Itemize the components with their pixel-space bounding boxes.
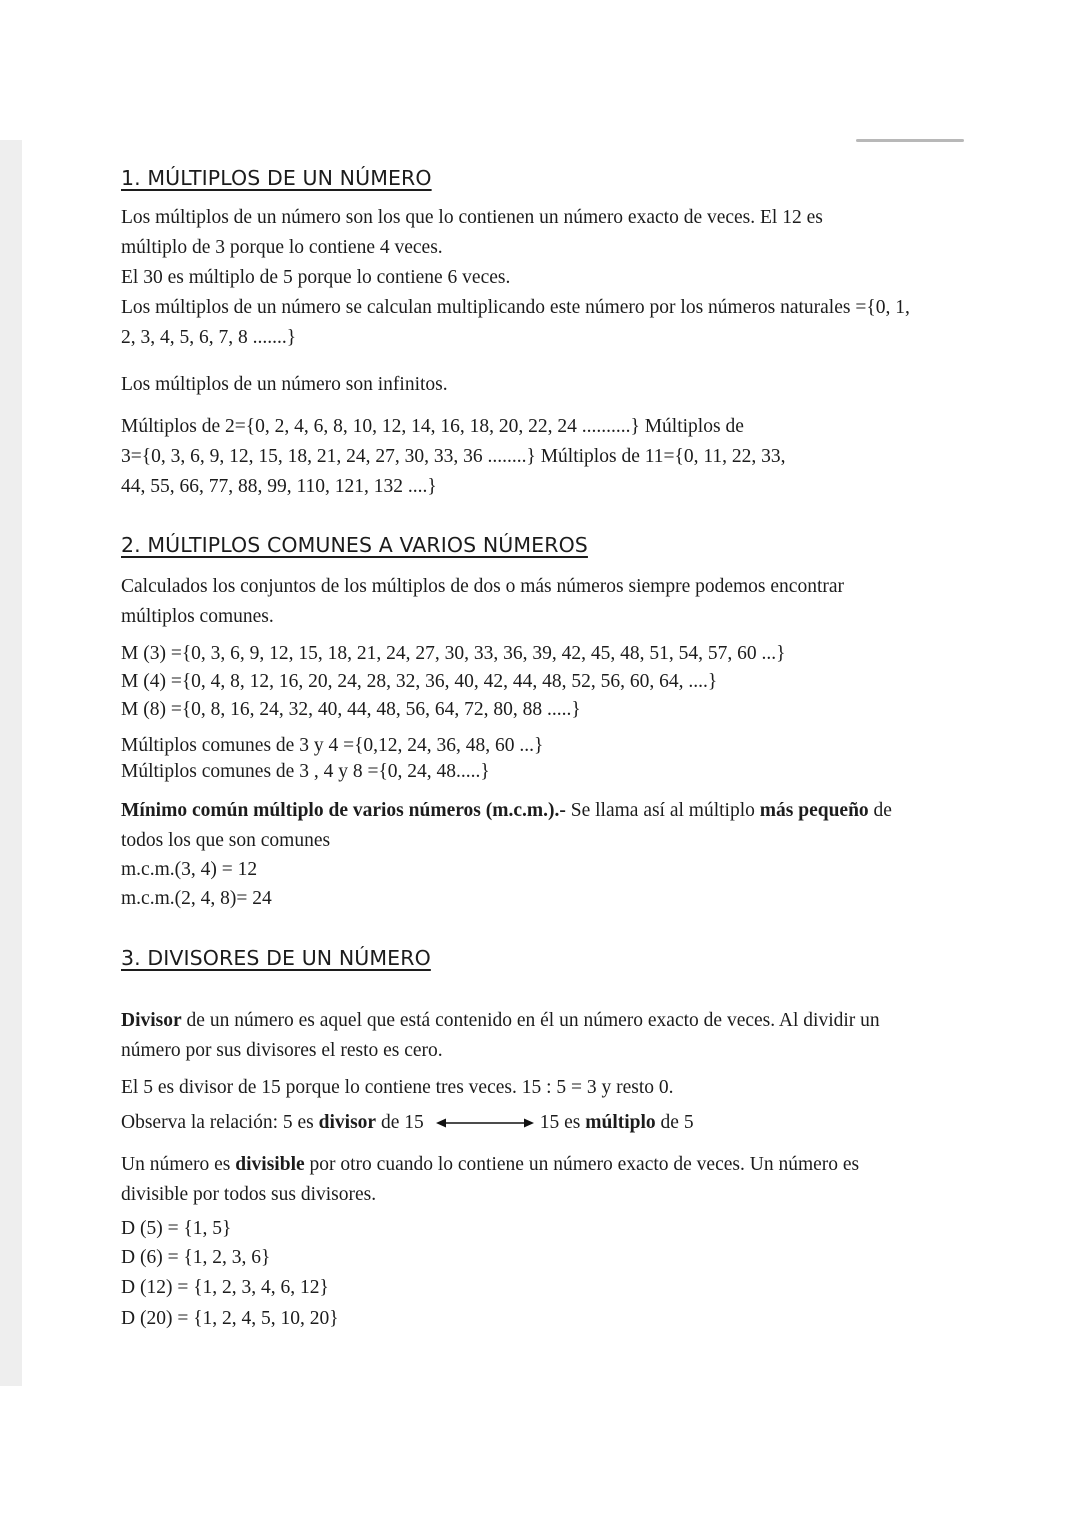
section3-title: 3. DIVISORES DE UN NÚMERO [121,946,431,970]
section2-title: 2. MÚLTIPLOS COMUNES A VARIOS NÚMEROS [121,533,588,557]
section1-para1-line2: múltiplo de 3 porque lo contiene 4 veces. [121,237,443,258]
section1-examples-line1: Múltiplos de 2={0, 2, 4, 6, 8, 10, 12, 14, 16, 18, 20, 22, 24 ..........} Múltiplos de [121,416,744,437]
relation-left-end: de 15 [376,1112,424,1133]
mcm-text2: de [868,800,892,821]
divisors-of-20: D (20) = {1, 2, 4, 5, 10, 20} [121,1308,339,1329]
section1-para3-line2: 2, 3, 4, 5, 6, 7, 8 .......} [121,327,297,348]
relation-right [540,1108,694,1138]
section2-intro-line2: múltiplos comunes. [121,606,274,627]
page-top-shadow [856,139,964,142]
relation-right-end: de 5 [655,1112,694,1133]
divisible-term: divisible [235,1154,305,1175]
section1-examples-line2: 3={0, 3, 6, 9, 12, 15, 18, 21, 24, 27, 30, 33, 36 ........} Múltiplos de 11={0, 11, 22, 33, [121,446,786,467]
relation-row [121,1108,694,1138]
section1-para1-line1: Los múltiplos de un número son los que lo contienen un número exacto de veces. El 12 es [121,207,823,228]
mcm-definition-line2: todos los que son comunes [121,830,331,851]
divisible-text2: por otro cuando lo contiene un número exacto de veces. Un número es [304,1154,860,1175]
common-multiples-3-4-8: Múltiplos comunes de 3 , 4 y 8 ={0, 24, 48.....} [121,761,490,782]
mcm-text1: Se llama así al múltiplo [565,800,760,821]
mcm-definition-line1 [121,796,892,826]
divisor-definition-text: de un número es aquel que está contenido en él un número exacto de veces. Al dividir un [181,1010,880,1031]
multiples-of-8: M (8) ={0, 8, 16, 24, 32, 40, 44, 48, 56, 64, 72, 80, 88 .....} [121,699,581,720]
mcm-example-1: m.c.m.(3, 4) = 12 [121,859,258,880]
divisors-of-12: D (12) = {1, 2, 3, 4, 6, 12} [121,1277,329,1298]
multiples-of-4: M (4) ={0, 4, 8, 12, 16, 20, 24, 28, 32, 36, 40, 42, 44, 48, 52, 56, 60, 64, ....} [121,671,718,692]
mcm-bold-smallest: más pequeño [759,800,869,821]
divisors-of-5: D (5) = {1, 5} [121,1218,232,1239]
relation-left [121,1108,424,1138]
divisible-line2: divisible por todos sus divisores. [121,1184,377,1205]
divisors-of-6: D (6) = {1, 2, 3, 6} [121,1247,271,1268]
section1-para4: Los múltiplos de un número son infinitos. [121,374,448,395]
multiples-of-3: M (3) ={0, 3, 6, 9, 12, 15, 18, 21, 24, 27, 30, 33, 36, 39, 42, 45, 48, 51, 54, 57, 60 ...} [121,643,786,664]
relation-left-bold: divisor [318,1112,377,1133]
common-multiples-3-4: Múltiplos comunes de 3 y 4 ={0,12, 24, 36, 48, 60 ...} [121,735,544,756]
divisible-line1 [121,1150,859,1180]
section1-examples-line3: 44, 55, 66, 77, 88, 99, 110, 121, 132 ....} [121,476,437,497]
mcm-term: Mínimo común múltiplo de varios números (m.c.m.).- [121,800,566,821]
relation-left-text: Observa la relación: 5 es [121,1112,319,1133]
section1-para2: El 30 es múltiplo de 5 porque lo contiene 6 veces. [121,267,511,288]
relation-right-bold: múltiplo [585,1112,656,1133]
page-left-edge [0,140,22,1386]
divisor-example: El 5 es divisor de 15 porque lo contiene tres veces. 15 : 5 = 3 y resto 0. [121,1077,674,1098]
section1-para3-line1: Los múltiplos de un número se calculan multiplicando este número por los números naturales ={0, 1, [121,297,910,318]
divisor-term: Divisor [121,1010,182,1031]
divisor-definition-line1 [121,1006,1037,1036]
mcm-example-2: m.c.m.(2, 4, 8)= 24 [121,888,272,909]
relation-right-text: 15 es [539,1112,586,1133]
section2-intro-line1: Calculados los conjuntos de los múltiplos de dos o más números siempre podemos encontrar [121,576,845,597]
double-arrow-icon [436,1117,534,1129]
section1-title: 1. MÚLTIPLOS DE UN NÚMERO [121,166,432,190]
divisor-definition-line2: número por sus divisores el resto es cero. [121,1040,443,1061]
divisible-text1: Un número es [121,1154,236,1175]
